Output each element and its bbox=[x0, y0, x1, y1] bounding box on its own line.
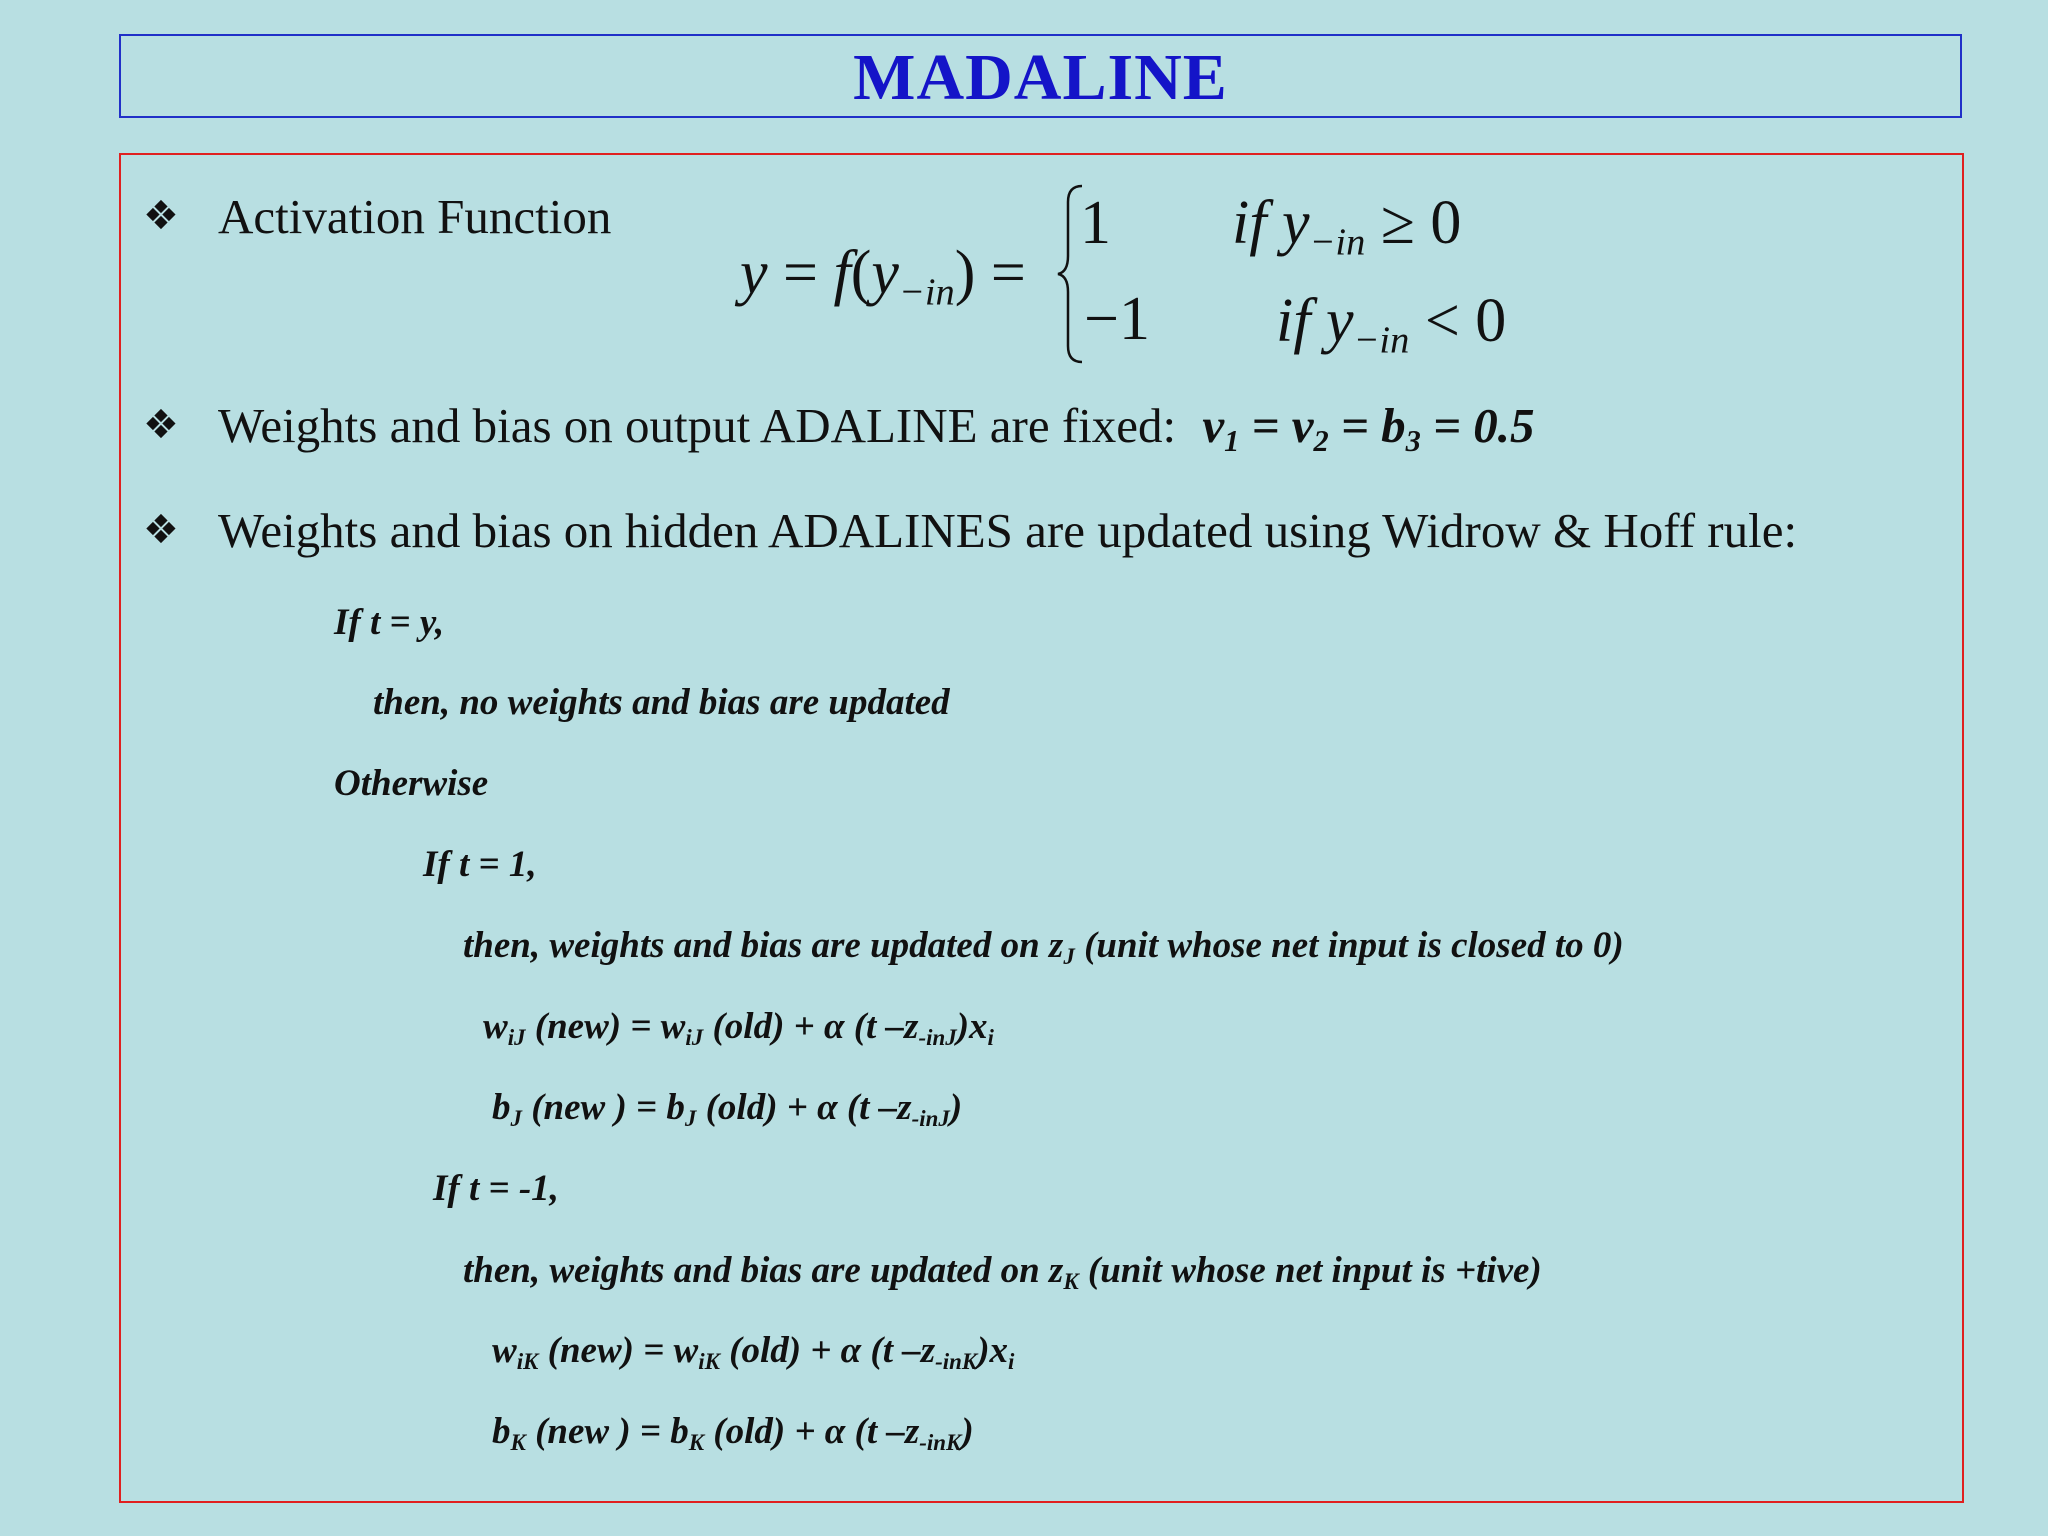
rule-otherwise: Otherwise bbox=[334, 763, 489, 804]
bullet-hidden-weights: Weights and bias on hidden ADALINES are updated using Widrow & Hoff rule: bbox=[218, 503, 1798, 558]
case1-cond: if y bbox=[1232, 189, 1310, 257]
fixed-weights-formula: $v_1 = v_2 = b_3 = 0.5$ bbox=[1202, 398, 1535, 459]
case2-cond: if y bbox=[1276, 287, 1354, 355]
rule-w-iJ-update: $w_{iJ}$ $(new) = w_{iJ}$ (old) + α (t $-z_{-inJ})x_i$ bbox=[483, 1006, 994, 1050]
formula-lhs-y: y bbox=[740, 239, 768, 307]
rule-w-iK-update: $w_{iK}$ $(new) = w_{iK}$ (old) + α (t $-z_{-inK})x_i$ bbox=[492, 1330, 1015, 1374]
case2-value: −1 bbox=[1084, 285, 1150, 353]
formula-close-paren: ) bbox=[954, 239, 976, 307]
formula-eq: = bbox=[783, 239, 818, 307]
formula-eq2: = bbox=[990, 239, 1026, 307]
formula-f: f bbox=[833, 239, 851, 307]
case2-sub: −in bbox=[1353, 319, 1410, 362]
rule-b-K-update: $b_K$ (new ) = $b_K$ (old) + α (t $-z_{-inK}$) bbox=[492, 1411, 974, 1455]
diamond-bullet-icon: ❖ bbox=[143, 193, 179, 239]
case1-sub: −in bbox=[1309, 221, 1366, 264]
case2-rel: < 0 bbox=[1424, 287, 1507, 355]
activation-formula bbox=[740, 180, 1520, 370]
rule-then-update-zk: then, weights and bias are updated on $z_K$ (unit whose net input is +tive) bbox=[463, 1250, 1542, 1294]
rule-if-t-eq-1: If t = 1, bbox=[423, 844, 537, 885]
bullet-fixed-weights: Weights and bias on output ADALINE are fixed: $v_1 = v_2 = b_3 = 0.5$ bbox=[218, 398, 1535, 459]
rule-if-t-eq-neg1: If t = -1, bbox=[433, 1168, 559, 1209]
slide-title: MADALINE bbox=[853, 41, 1228, 114]
formula-open-paren: ( bbox=[850, 239, 872, 307]
rule-then-update-zj: then, weights and bias are updated on $z_J$ (unit whose net input is closed to 0) bbox=[463, 925, 1624, 969]
rule-then-no-update: then, no weights and bias are updated bbox=[373, 682, 950, 723]
case1-value: 1 bbox=[1080, 189, 1111, 257]
diamond-bullet-icon: ❖ bbox=[143, 507, 179, 553]
formula-arg-sub: −in bbox=[898, 271, 955, 314]
rule-if-t-eq-y: If t = y, bbox=[334, 602, 445, 643]
case1-rel: ≥ 0 bbox=[1380, 189, 1462, 257]
bullet-activation-function: Activation Function bbox=[218, 189, 612, 244]
title-box bbox=[119, 34, 1962, 118]
rule-b-J-update: $b_J$ (new ) = $b_J$ (old) + α (t $-z_{-inJ}$) bbox=[492, 1087, 963, 1131]
formula-arg-y: y bbox=[871, 239, 899, 307]
diamond-bullet-icon: ❖ bbox=[143, 402, 179, 448]
